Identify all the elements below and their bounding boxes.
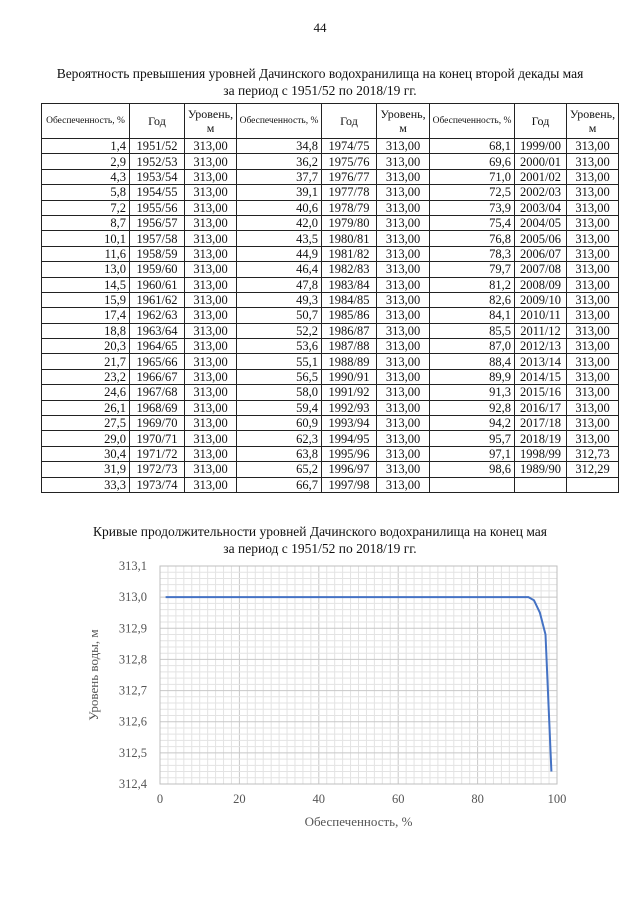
probability-table: [41, 103, 619, 493]
cell-level: 313,00: [377, 185, 430, 200]
cell-level: 313,00: [567, 262, 619, 277]
cell-year: 1958/59: [130, 246, 185, 261]
cell-year: 2002/03: [515, 185, 567, 200]
cell-year: 1952/53: [130, 154, 185, 169]
header-year: Год: [515, 104, 567, 139]
cell-level: 313,00: [185, 323, 237, 338]
cell-probability: 89,9: [430, 369, 515, 384]
cell-probability: 71,0: [430, 169, 515, 184]
cell-level: 313,00: [185, 154, 237, 169]
cell-level: 313,00: [377, 139, 430, 154]
cell-probability: 98,6: [430, 462, 515, 477]
table-row: [42, 231, 619, 246]
cell-probability: 42,0: [237, 215, 322, 230]
cell-year: 1999/00: [515, 139, 567, 154]
cell-level: 313,00: [377, 354, 430, 369]
table-row: [42, 215, 619, 230]
cell-probability: 81,2: [430, 277, 515, 292]
cell-probability: 44,9: [237, 246, 322, 261]
cell-level: 313,00: [567, 369, 619, 384]
cell-year: 1987/88: [322, 339, 377, 354]
cell-probability: 95,7: [430, 431, 515, 446]
cell-level: 313,00: [185, 400, 237, 415]
cell-probability: 26,1: [42, 400, 130, 415]
cell-probability: 14,5: [42, 277, 130, 292]
cell-probability: 29,0: [42, 431, 130, 446]
chart-title: [40, 523, 600, 557]
cell-level: 313,00: [567, 323, 619, 338]
cell-probability: 84,1: [430, 308, 515, 323]
cell-level: 313,00: [377, 292, 430, 307]
cell-level: 313,00: [377, 416, 430, 431]
cell-probability: 94,2: [430, 416, 515, 431]
cell-year: 1955/56: [130, 200, 185, 215]
cell-level: 313,00: [185, 139, 237, 154]
cell-year: 1971/72: [130, 446, 185, 461]
table-row: [42, 292, 619, 307]
cell-year: 2018/19: [515, 431, 567, 446]
table-row: [42, 354, 619, 369]
cell-year: 1988/89: [322, 354, 377, 369]
table-title-line-1: Вероятность превышения уровней Дачинского водохранилища на конец второй декады мая: [56, 66, 584, 81]
x-tick-label: 60: [391, 792, 405, 806]
cell-year: 2001/02: [515, 169, 567, 184]
cell-level: 313,00: [567, 277, 619, 292]
cell-level: 313,00: [377, 462, 430, 477]
cell-level: 313,00: [185, 385, 237, 400]
cell-probability: 18,8: [42, 323, 130, 338]
cell-year: 1972/73: [130, 462, 185, 477]
cell-probability: 63,8: [237, 446, 322, 461]
cell-probability: 8,7: [42, 215, 130, 230]
header-level: Уровень, м: [377, 104, 430, 139]
cell-probability: 24,6: [42, 385, 130, 400]
cell-year: 1959/60: [130, 262, 185, 277]
cell-year: 2007/08: [515, 262, 567, 277]
cell-probability: 62,3: [237, 431, 322, 446]
table-row: [42, 339, 619, 354]
cell-year: 1966/67: [130, 369, 185, 384]
cell-year: 2008/09: [515, 277, 567, 292]
cell-year: [515, 477, 567, 492]
cell-year: 1983/84: [322, 277, 377, 292]
cell-probability: 85,5: [430, 323, 515, 338]
cell-probability: 11,6: [42, 246, 130, 261]
cell-year: 1989/90: [515, 462, 567, 477]
cell-year: 1998/99: [515, 446, 567, 461]
y-tick-label: 313,1: [118, 559, 147, 573]
cell-level: 313,00: [377, 308, 430, 323]
header-level: Уровень, м: [567, 104, 619, 139]
table-header-row: [42, 104, 619, 139]
cell-probability: 50,7: [237, 308, 322, 323]
cell-level: 313,00: [567, 185, 619, 200]
cell-level: 313,00: [567, 354, 619, 369]
cell-probability: 7,2: [42, 200, 130, 215]
table-row: [42, 385, 619, 400]
cell-probability: 17,4: [42, 308, 130, 323]
cell-year: 1979/80: [322, 215, 377, 230]
cell-probability: 87,0: [430, 339, 515, 354]
chart-title-line-1: Кривые продолжительности уровней Дачинского водохранилища на конец мая: [93, 524, 547, 539]
cell-level: 312,29: [567, 462, 619, 477]
cell-probability: 82,6: [430, 292, 515, 307]
cell-level: 313,00: [377, 277, 430, 292]
cell-level: 313,00: [567, 200, 619, 215]
header-probability: Обеспеченность, %: [42, 104, 130, 139]
table-row: [42, 200, 619, 215]
cell-level: 313,00: [185, 246, 237, 261]
cell-year: 1968/69: [130, 400, 185, 415]
cell-probability: 20,3: [42, 339, 130, 354]
cell-probability: 58,0: [237, 385, 322, 400]
table-row: [42, 277, 619, 292]
page-number: 44: [313, 20, 327, 35]
cell-year: 1961/62: [130, 292, 185, 307]
x-tick-label: 80: [471, 792, 484, 806]
y-tick-label: 312,4: [118, 777, 147, 791]
chart-title-line-2: за период с 1951/52 по 2018/19 гг.: [223, 541, 417, 556]
cell-level: 313,00: [185, 339, 237, 354]
cell-probability: 47,8: [237, 277, 322, 292]
cell-year: 1990/91: [322, 369, 377, 384]
table-row: [42, 477, 619, 492]
cell-year: 1957/58: [130, 231, 185, 246]
y-tick-label: 312,6: [118, 714, 147, 729]
cell-probability: 15,9: [42, 292, 130, 307]
cell-probability: 36,2: [237, 154, 322, 169]
cell-probability: 59,4: [237, 400, 322, 415]
cell-probability: 97,1: [430, 446, 515, 461]
cell-probability: 68,1: [430, 139, 515, 154]
cell-probability: 55,1: [237, 354, 322, 369]
cell-level: 313,00: [567, 139, 619, 154]
table-row: [42, 185, 619, 200]
cell-level: 313,00: [185, 369, 237, 384]
y-axis-label: Уровень воды, м: [86, 629, 101, 721]
cell-level: 313,00: [567, 292, 619, 307]
table-body: [42, 139, 619, 493]
cell-level: 313,00: [185, 354, 237, 369]
table-row: [42, 400, 619, 415]
header-year: Год: [130, 104, 185, 139]
cell-year: 1953/54: [130, 169, 185, 184]
x-tick-label: 0: [156, 792, 164, 806]
table-row: [42, 246, 619, 261]
cell-year: 1967/68: [130, 385, 185, 400]
cell-probability: 23,2: [42, 369, 130, 384]
cell-year: 1975/76: [322, 154, 377, 169]
cell-probability: 56,5: [237, 369, 322, 384]
cell-probability: 13,0: [42, 262, 130, 277]
cell-year: 1974/75: [322, 139, 377, 154]
cell-probability: 66,7: [237, 477, 322, 492]
cell-probability: 46,4: [237, 262, 322, 277]
cell-year: 2015/16: [515, 385, 567, 400]
cell-level: 313,00: [377, 431, 430, 446]
cell-probability: 60,9: [237, 416, 322, 431]
table-row: [42, 262, 619, 277]
cell-year: 2012/13: [515, 339, 567, 354]
cell-level: 313,00: [377, 200, 430, 215]
cell-year: 2016/17: [515, 400, 567, 415]
cell-level: 313,00: [185, 431, 237, 446]
cell-year: 2009/10: [515, 292, 567, 307]
cell-level: 313,00: [567, 431, 619, 446]
x-tick-label: 40: [312, 792, 326, 806]
cell-level: 313,00: [377, 215, 430, 230]
table-row: [42, 446, 619, 461]
cell-level: 313,00: [185, 416, 237, 431]
cell-year: 1954/55: [130, 185, 185, 200]
cell-year: 2004/05: [515, 215, 567, 230]
cell-year: 1960/61: [130, 277, 185, 292]
cell-level: 313,00: [377, 169, 430, 184]
cell-level: 313,00: [377, 446, 430, 461]
cell-year: 1962/63: [130, 308, 185, 323]
cell-level: 313,00: [377, 369, 430, 384]
cell-year: 1951/52: [130, 139, 185, 154]
cell-level: 313,00: [185, 200, 237, 215]
cell-level: 313,00: [185, 308, 237, 323]
cell-year: 1986/87: [322, 323, 377, 338]
cell-probability: 69,6: [430, 154, 515, 169]
cell-year: 1992/93: [322, 400, 377, 415]
cell-year: 1982/83: [322, 262, 377, 277]
cell-year: 1976/77: [322, 169, 377, 184]
table-row: [42, 139, 619, 154]
cell-year: 1997/98: [322, 477, 377, 492]
table-row: [42, 369, 619, 384]
cell-probability: 33,3: [42, 477, 130, 492]
x-tick-label: 100: [547, 792, 567, 806]
cell-year: 2010/11: [515, 308, 567, 323]
level-duration-chart: [60, 555, 580, 830]
cell-level: 313,00: [377, 385, 430, 400]
cell-probability: 37,7: [237, 169, 322, 184]
header-probability: Обеспеченность, %: [430, 104, 515, 139]
cell-year: 1995/96: [322, 446, 377, 461]
cell-year: 2000/01: [515, 154, 567, 169]
cell-probability: 30,4: [42, 446, 130, 461]
cell-year: 1963/64: [130, 323, 185, 338]
cell-year: 1993/94: [322, 416, 377, 431]
cell-probability: 43,5: [237, 231, 322, 246]
cell-probability: 1,4: [42, 139, 130, 154]
cell-level: 313,00: [377, 246, 430, 261]
cell-level: 313,00: [185, 215, 237, 230]
table-title-line-2: за период с 1951/52 по 2018/19 гг.: [223, 83, 417, 98]
cell-probability: 2,9: [42, 154, 130, 169]
cell-year: 1956/57: [130, 215, 185, 230]
cell-probability: 92,8: [430, 400, 515, 415]
table-row: [42, 416, 619, 431]
cell-year: 2017/18: [515, 416, 567, 431]
cell-year: 2003/04: [515, 200, 567, 215]
header-level: Уровень, м: [185, 104, 237, 139]
cell-level: 313,00: [567, 308, 619, 323]
cell-level: 313,00: [185, 462, 237, 477]
chart-grid: [160, 566, 557, 784]
cell-level: 313,00: [567, 154, 619, 169]
y-tick-label: 312,7: [118, 683, 147, 698]
cell-year: 1964/65: [130, 339, 185, 354]
cell-probability: 78,3: [430, 246, 515, 261]
cell-level: 313,00: [377, 262, 430, 277]
cell-level: 313,00: [377, 154, 430, 169]
cell-level: 313,00: [567, 169, 619, 184]
cell-probability: 73,9: [430, 200, 515, 215]
cell-probability: 72,5: [430, 185, 515, 200]
cell-level: 313,00: [377, 339, 430, 354]
cell-probability: 10,1: [42, 231, 130, 246]
y-tick-label: 313,0: [118, 590, 147, 605]
cell-level: 313,00: [377, 323, 430, 338]
y-tick-label: 312,9: [118, 621, 147, 636]
table-row: [42, 169, 619, 184]
cell-level: [567, 477, 619, 492]
cell-level: 313,00: [185, 231, 237, 246]
cell-year: 1980/81: [322, 231, 377, 246]
cell-year: 1985/86: [322, 308, 377, 323]
cell-level: 313,00: [567, 400, 619, 415]
cell-probability: 5,8: [42, 185, 130, 200]
cell-level: 313,00: [567, 246, 619, 261]
cell-probability: 52,2: [237, 323, 322, 338]
table-row: [42, 323, 619, 338]
cell-level: 313,00: [567, 339, 619, 354]
cell-year: 1969/70: [130, 416, 185, 431]
y-tick-label: 312,8: [118, 652, 147, 667]
cell-probability: 31,9: [42, 462, 130, 477]
cell-probability: 21,7: [42, 354, 130, 369]
x-axis-label: Обеспеченность, %: [304, 814, 413, 829]
cell-year: 2006/07: [515, 246, 567, 261]
cell-probability: 53,6: [237, 339, 322, 354]
cell-year: 1965/66: [130, 354, 185, 369]
cell-level: 312,73: [567, 446, 619, 461]
cell-level: 313,00: [185, 277, 237, 292]
cell-probability: 4,3: [42, 169, 130, 184]
cell-level: 313,00: [185, 185, 237, 200]
y-tick-label: 312,5: [118, 745, 147, 760]
cell-probability: 27,5: [42, 416, 130, 431]
table-row: [42, 154, 619, 169]
cell-probability: 75,4: [430, 215, 515, 230]
cell-year: 1978/79: [322, 200, 377, 215]
cell-year: 2013/14: [515, 354, 567, 369]
cell-probability: 76,8: [430, 231, 515, 246]
cell-level: 313,00: [567, 385, 619, 400]
cell-probability: 65,2: [237, 462, 322, 477]
cell-level: 313,00: [567, 416, 619, 431]
cell-level: 313,00: [185, 477, 237, 492]
cell-level: 313,00: [567, 231, 619, 246]
cell-year: 1977/78: [322, 185, 377, 200]
cell-year: 2005/06: [515, 231, 567, 246]
table-row: [42, 308, 619, 323]
table-row: [42, 462, 619, 477]
cell-probability: 39,1: [237, 185, 322, 200]
cell-level: 313,00: [185, 262, 237, 277]
cell-year: 1984/85: [322, 292, 377, 307]
cell-level: 313,00: [377, 231, 430, 246]
cell-level: 313,00: [377, 400, 430, 415]
cell-year: 2014/15: [515, 369, 567, 384]
cell-probability: 49,3: [237, 292, 322, 307]
cell-year: 1973/74: [130, 477, 185, 492]
cell-probability: [430, 477, 515, 492]
cell-year: 1996/97: [322, 462, 377, 477]
cell-probability: 91,3: [430, 385, 515, 400]
cell-probability: 79,7: [430, 262, 515, 277]
cell-level: 313,00: [377, 477, 430, 492]
table-row: [42, 431, 619, 446]
x-tick-label: 20: [233, 792, 246, 806]
cell-level: 313,00: [567, 215, 619, 230]
cell-year: 2011/12: [515, 323, 567, 338]
cell-level: 313,00: [185, 446, 237, 461]
header-year: Год: [322, 104, 377, 139]
cell-level: 313,00: [185, 292, 237, 307]
cell-probability: 40,6: [237, 200, 322, 215]
cell-probability: 88,4: [430, 354, 515, 369]
table-title: [40, 65, 600, 99]
cell-year: 1970/71: [130, 431, 185, 446]
cell-level: 313,00: [185, 169, 237, 184]
header-probability: Обеспеченность, %: [237, 104, 322, 139]
cell-year: 1991/92: [322, 385, 377, 400]
cell-year: 1981/82: [322, 246, 377, 261]
cell-year: 1994/95: [322, 431, 377, 446]
cell-probability: 34,8: [237, 139, 322, 154]
